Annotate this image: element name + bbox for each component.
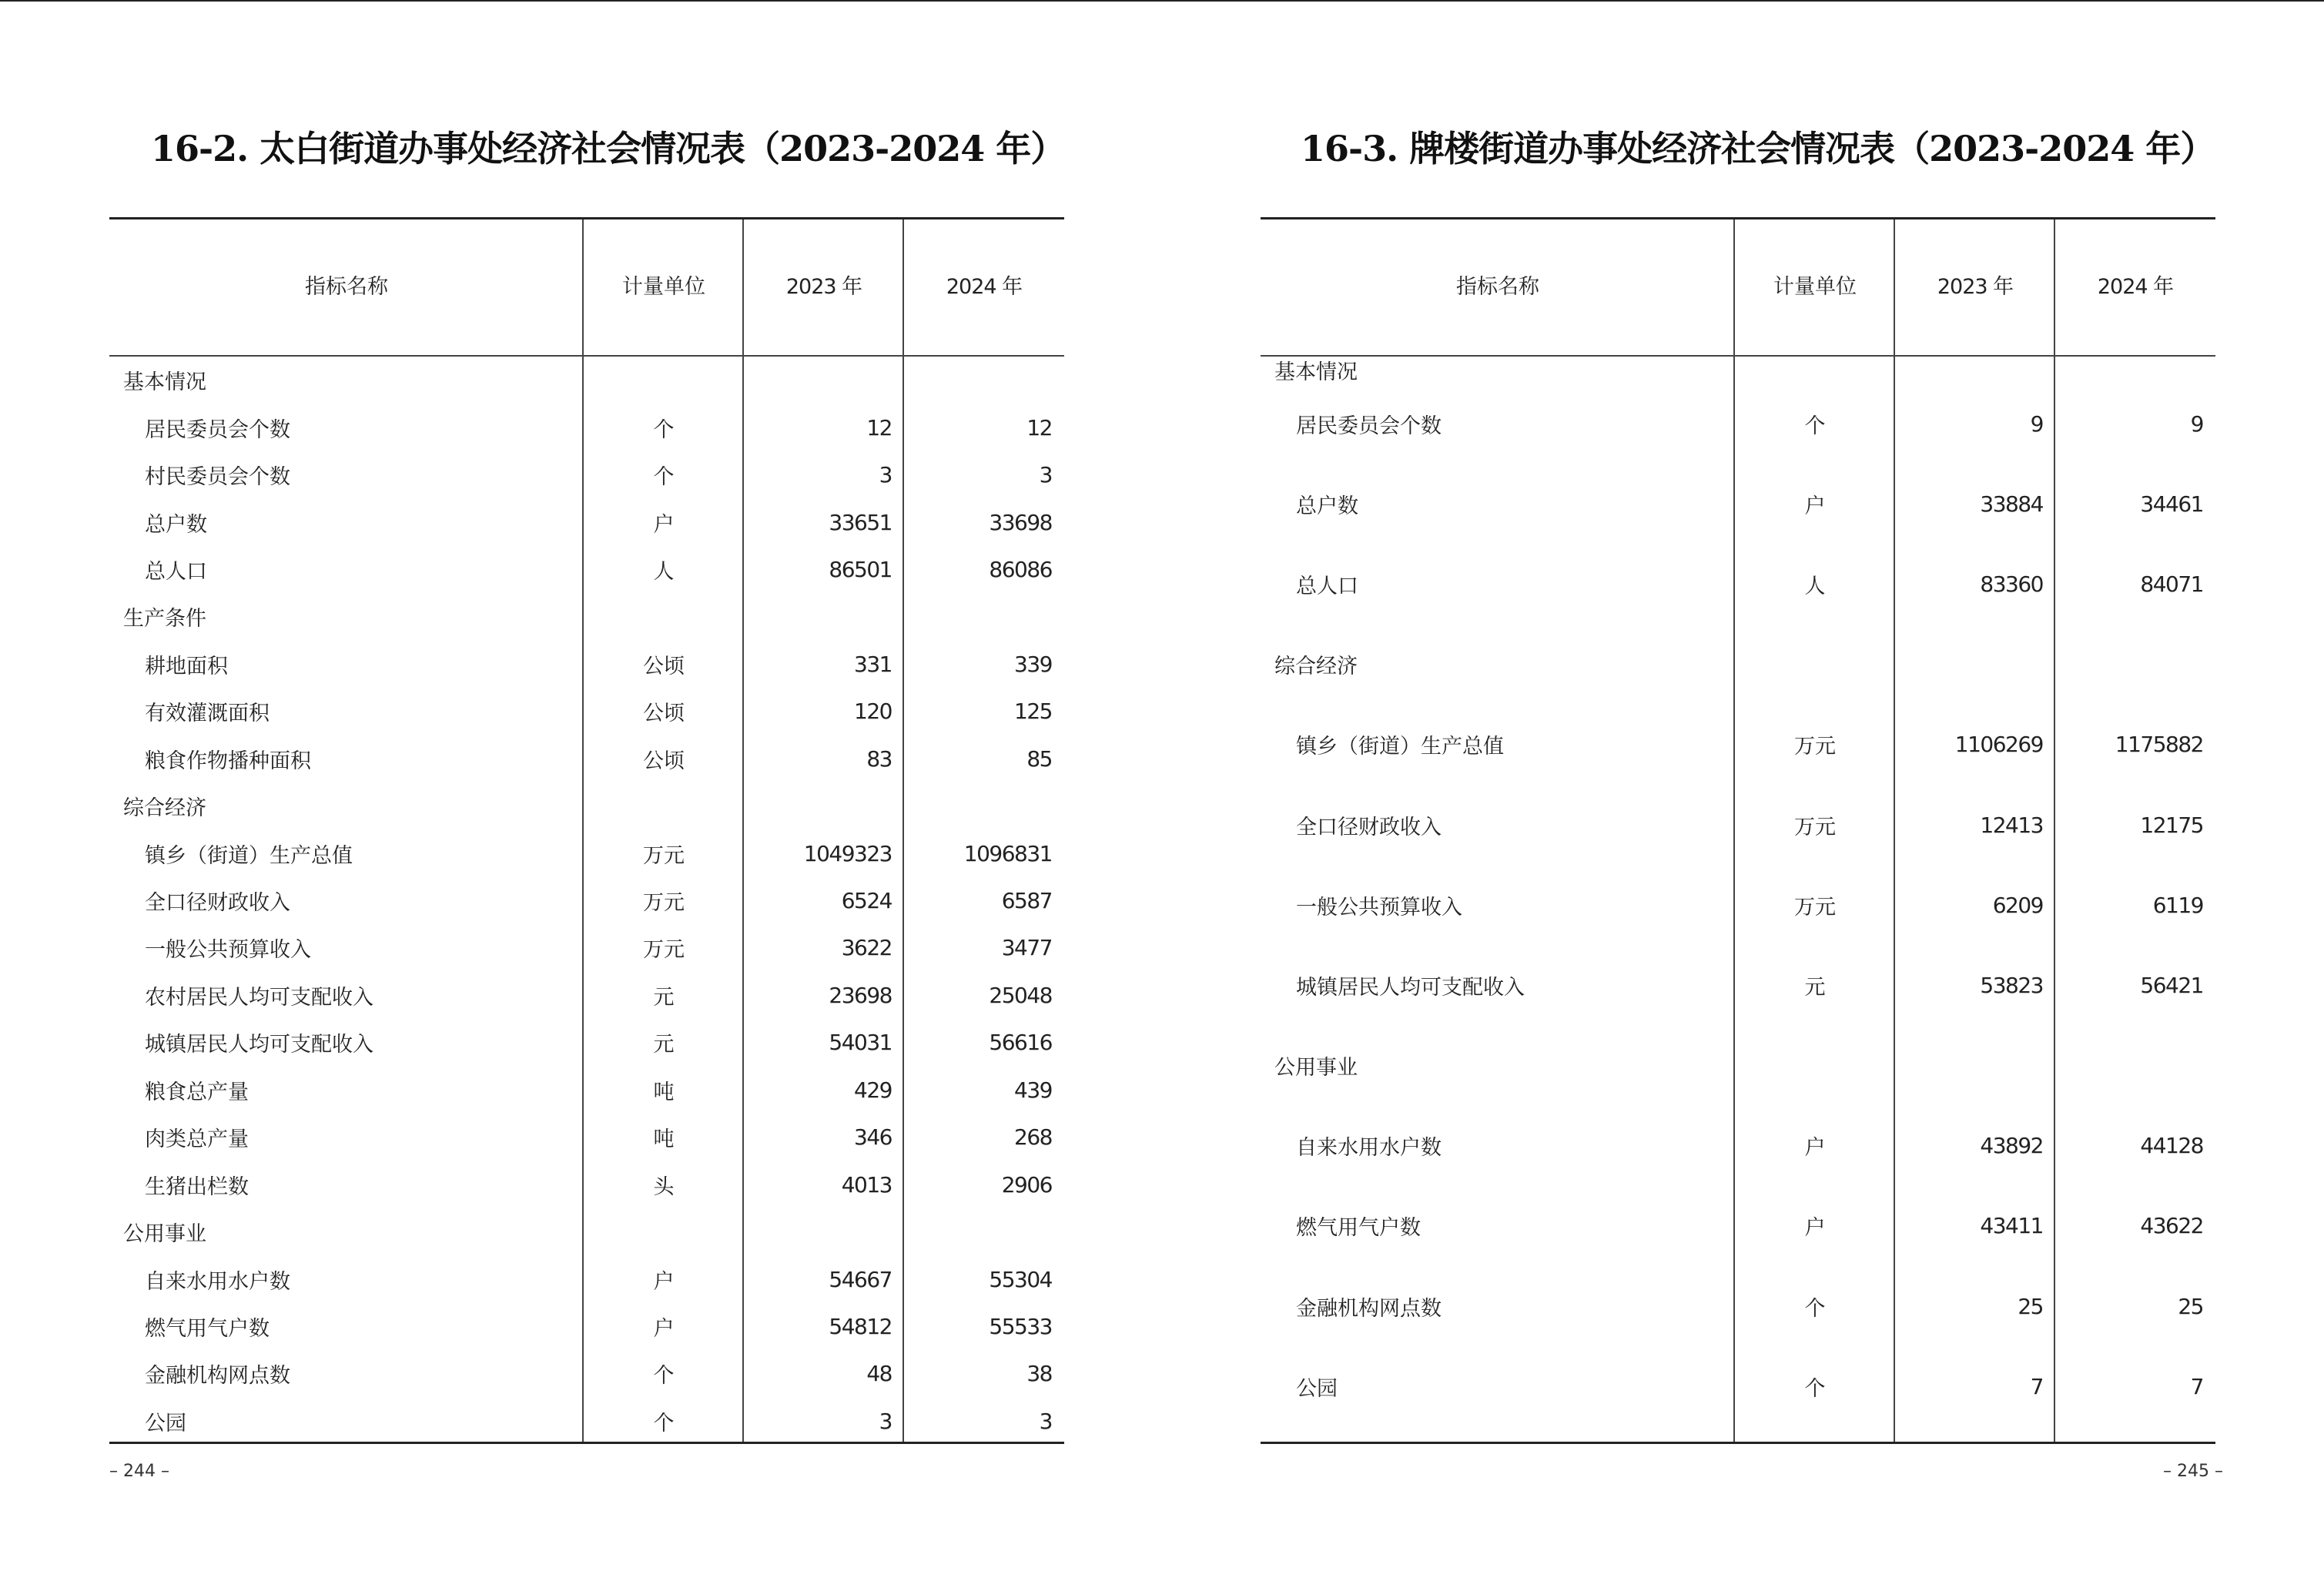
value-2024-cell bbox=[904, 357, 1064, 404]
value-2023-cell: 43892 bbox=[1980, 1133, 2043, 1159]
value-2023-cell: 1049323 bbox=[803, 840, 892, 866]
header-unit: 计量单位 bbox=[1773, 275, 1857, 299]
value-2024-cell bbox=[2055, 1026, 2215, 1106]
data-table bbox=[1261, 217, 2215, 1444]
table-row bbox=[109, 1350, 1064, 1397]
header-year-2023: 2023 年 bbox=[785, 275, 862, 299]
table-title: 16-2. 太白街道办事处经济社会情况表（2023-2024 年） bbox=[151, 128, 1066, 169]
value-2024-cell: 56421 bbox=[2140, 972, 2203, 998]
unit-cell bbox=[584, 782, 744, 829]
value-2023-cell: 12413 bbox=[1980, 812, 2043, 838]
section-header-row bbox=[109, 782, 1064, 829]
table-header bbox=[1261, 219, 2215, 357]
unit-cell: 万元 bbox=[643, 938, 685, 963]
unit-cell: 个 bbox=[1804, 1376, 1826, 1401]
unit-cell: 元 bbox=[653, 985, 675, 1010]
value-2023-cell: 33651 bbox=[829, 509, 892, 535]
value-2023-cell: 7 bbox=[2030, 1373, 2043, 1399]
table-row bbox=[1261, 785, 2215, 865]
value-2024-cell bbox=[904, 782, 1064, 829]
table-row bbox=[109, 972, 1064, 1019]
value-2023-cell: 6524 bbox=[841, 888, 892, 914]
indicator-name-cell: 生产条件 bbox=[123, 607, 206, 632]
value-2023-cell: 54667 bbox=[829, 1266, 892, 1292]
value-2023-cell: 3 bbox=[879, 462, 892, 488]
value-2023-cell: 83 bbox=[866, 745, 892, 772]
value-2023-cell: 54031 bbox=[829, 1030, 892, 1056]
unit-cell: 户 bbox=[653, 1316, 675, 1341]
unit-cell: 人 bbox=[653, 559, 675, 584]
value-2023-cell: 86501 bbox=[829, 556, 892, 582]
value-2024-cell: 84071 bbox=[2140, 571, 2203, 597]
table-row bbox=[109, 404, 1064, 451]
table-row bbox=[109, 829, 1064, 876]
value-2023-cell: 120 bbox=[854, 699, 892, 725]
table-row bbox=[109, 546, 1064, 593]
indicator-name-cell: 公园 bbox=[145, 1411, 186, 1436]
value-2023-cell: 12 bbox=[866, 414, 892, 441]
indicator-name-cell: 生猪出栏数 bbox=[145, 1174, 249, 1199]
value-2024-cell: 1096831 bbox=[963, 840, 1052, 866]
indicator-name-cell: 总户数 bbox=[145, 512, 207, 537]
value-2023-cell: 331 bbox=[854, 651, 892, 677]
value-2024-cell: 43622 bbox=[2140, 1213, 2203, 1239]
table-row bbox=[109, 735, 1064, 782]
indicator-name-cell: 粮食作物播种面积 bbox=[145, 749, 311, 773]
value-2023-cell bbox=[744, 782, 904, 829]
indicator-name-cell: 耕地面积 bbox=[145, 654, 228, 678]
value-2023-cell: 23698 bbox=[829, 982, 892, 1008]
header-year-2024: 2024 年 bbox=[2097, 275, 2174, 299]
value-2024-cell: 9 bbox=[2190, 410, 2203, 437]
indicator-name-cell: 一般公共预算收入 bbox=[145, 938, 311, 963]
value-2024-cell: 12175 bbox=[2140, 812, 2203, 838]
data-table bbox=[109, 217, 1064, 1444]
indicator-name-cell: 总户数 bbox=[1296, 494, 1358, 518]
unit-cell: 吨 bbox=[653, 1080, 675, 1104]
value-2023-cell: 83360 bbox=[1980, 571, 2043, 597]
value-2024-cell: 44128 bbox=[2140, 1133, 2203, 1159]
indicator-name-cell: 村民委员会个数 bbox=[145, 465, 290, 490]
table-row bbox=[109, 451, 1064, 498]
table-row bbox=[1261, 1266, 2215, 1346]
value-2024-cell bbox=[2055, 625, 2215, 705]
indicator-name-cell: 农村居民人均可支配收入 bbox=[145, 985, 373, 1010]
table-row bbox=[109, 688, 1064, 735]
unit-cell: 户 bbox=[653, 1269, 675, 1294]
indicator-name-cell: 一般公共预算收入 bbox=[1296, 895, 1462, 920]
unit-cell: 个 bbox=[653, 417, 675, 442]
header-unit: 计量单位 bbox=[622, 275, 705, 299]
section-header-row bbox=[109, 357, 1064, 404]
indicator-name-cell: 城镇居民人均可支配收入 bbox=[145, 1033, 373, 1057]
unit-cell bbox=[1735, 625, 1895, 705]
unit-cell: 户 bbox=[1804, 1216, 1826, 1241]
value-2024-cell: 3477 bbox=[1001, 935, 1052, 961]
indicator-name-cell: 镇乡（街道）生产总值 bbox=[1296, 735, 1504, 759]
unit-cell bbox=[584, 1208, 744, 1255]
value-2023-cell: 3 bbox=[879, 1408, 892, 1434]
value-2023-cell: 3622 bbox=[841, 935, 892, 961]
indicator-name-cell: 金融机构网点数 bbox=[1296, 1296, 1442, 1321]
table-body bbox=[109, 357, 1064, 1442]
indicator-name-cell: 金融机构网点数 bbox=[145, 1364, 290, 1389]
value-2023-cell: 48 bbox=[866, 1361, 892, 1387]
unit-cell: 万元 bbox=[643, 843, 685, 868]
table-row bbox=[109, 877, 1064, 924]
unit-cell bbox=[584, 357, 744, 404]
value-2024-cell: 56616 bbox=[989, 1030, 1052, 1056]
table-row bbox=[1261, 1186, 2215, 1266]
unit-cell bbox=[1735, 1026, 1895, 1106]
unit-cell bbox=[584, 593, 744, 640]
unit-cell: 公顷 bbox=[643, 702, 685, 726]
unit-cell: 万元 bbox=[1794, 735, 1836, 759]
unit-cell: 户 bbox=[1804, 1136, 1826, 1161]
value-2024-cell: 55533 bbox=[989, 1313, 1052, 1339]
right-page bbox=[1162, 0, 2324, 1588]
indicator-name-cell: 基本情况 bbox=[1274, 360, 1358, 384]
value-2023-cell: 54812 bbox=[829, 1313, 892, 1339]
value-2024-cell: 25048 bbox=[989, 982, 1052, 1008]
value-2024-cell: 7 bbox=[2190, 1373, 2203, 1399]
indicator-name-cell: 公用事业 bbox=[1274, 1056, 1358, 1080]
indicator-name-cell: 肉类总产量 bbox=[145, 1127, 249, 1152]
table-row bbox=[1261, 945, 2215, 1025]
value-2023-cell: 1106269 bbox=[1954, 732, 2043, 758]
indicator-name-cell: 有效灌溉面积 bbox=[145, 702, 270, 726]
value-2024-cell: 3 bbox=[1039, 462, 1052, 488]
value-2024-cell bbox=[904, 593, 1064, 640]
value-2023-cell: 346 bbox=[854, 1124, 892, 1151]
value-2024-cell: 339 bbox=[1014, 651, 1052, 677]
unit-cell: 个 bbox=[1804, 1296, 1826, 1321]
value-2024-cell: 12 bbox=[1026, 414, 1052, 441]
value-2024-cell: 6587 bbox=[1001, 888, 1052, 914]
value-2023-cell bbox=[744, 357, 904, 404]
table-row bbox=[1261, 464, 2215, 544]
indicator-name-cell: 基本情况 bbox=[123, 370, 206, 395]
indicator-name-cell: 总人口 bbox=[145, 559, 207, 584]
value-2024-cell: 1175882 bbox=[2115, 732, 2203, 758]
table-header bbox=[109, 219, 1064, 357]
page-number: – 245 – bbox=[2163, 1462, 2223, 1481]
section-header-row bbox=[109, 1208, 1064, 1255]
value-2024-cell: 125 bbox=[1014, 699, 1052, 725]
unit-cell: 个 bbox=[1804, 414, 1826, 438]
indicator-name-cell: 居民委员会个数 bbox=[1296, 414, 1442, 438]
value-2024-cell bbox=[2055, 357, 2215, 384]
value-2024-cell: 2906 bbox=[1001, 1171, 1052, 1198]
unit-cell: 元 bbox=[653, 1033, 675, 1057]
value-2024-cell: 38 bbox=[1026, 1361, 1052, 1387]
indicator-name-cell: 全口径财政收入 bbox=[1296, 815, 1442, 839]
unit-cell: 头 bbox=[653, 1174, 675, 1199]
page-number: – 244 – bbox=[109, 1462, 169, 1481]
value-2024-cell: 3 bbox=[1039, 1408, 1052, 1434]
unit-cell: 元 bbox=[1804, 975, 1826, 1000]
value-2023-cell: 33884 bbox=[1980, 491, 2043, 517]
indicator-name-cell: 综合经济 bbox=[123, 796, 206, 821]
unit-cell: 户 bbox=[1804, 494, 1826, 518]
table-row bbox=[1261, 705, 2215, 785]
table-row bbox=[109, 498, 1064, 545]
indicator-name-cell: 公园 bbox=[1296, 1376, 1338, 1401]
unit-cell: 万元 bbox=[643, 891, 685, 916]
table-row bbox=[1261, 865, 2215, 945]
value-2023-cell: 53823 bbox=[1980, 972, 2043, 998]
table-row bbox=[1261, 1346, 2215, 1426]
value-2024-cell: 268 bbox=[1014, 1124, 1052, 1151]
indicator-name-cell: 自来水用水户数 bbox=[145, 1269, 290, 1294]
table-row bbox=[109, 641, 1064, 688]
unit-cell bbox=[1735, 357, 1895, 384]
unit-cell: 户 bbox=[653, 512, 675, 537]
table-row bbox=[109, 1067, 1064, 1114]
unit-cell: 个 bbox=[653, 1364, 675, 1389]
value-2023-cell bbox=[1895, 1026, 2055, 1106]
value-2023-cell bbox=[744, 593, 904, 640]
unit-cell: 个 bbox=[653, 465, 675, 490]
value-2023-cell: 4013 bbox=[841, 1171, 892, 1198]
indicator-name-cell: 城镇居民人均可支配收入 bbox=[1296, 975, 1525, 1000]
unit-cell: 人 bbox=[1804, 574, 1826, 598]
table-body bbox=[1261, 357, 2215, 1442]
unit-cell: 万元 bbox=[1794, 815, 1836, 839]
value-2024-cell: 55304 bbox=[989, 1266, 1052, 1292]
value-2024-cell: 33698 bbox=[989, 509, 1052, 535]
indicator-name-cell: 居民委员会个数 bbox=[145, 417, 290, 442]
value-2023-cell: 9 bbox=[2030, 410, 2043, 437]
table-row bbox=[1261, 544, 2215, 624]
unit-cell: 万元 bbox=[1794, 895, 1836, 920]
table-row bbox=[109, 1303, 1064, 1350]
value-2023-cell: 6209 bbox=[1992, 892, 2043, 918]
section-header-row bbox=[1261, 625, 2215, 705]
indicator-name-cell: 总人口 bbox=[1296, 574, 1358, 598]
indicator-name-cell: 燃气用气户数 bbox=[1296, 1216, 1421, 1241]
value-2023-cell: 429 bbox=[854, 1077, 892, 1103]
indicator-name-cell: 粮食总产量 bbox=[145, 1080, 249, 1104]
unit-cell: 公顷 bbox=[643, 749, 685, 773]
value-2024-cell: 439 bbox=[1014, 1077, 1052, 1103]
value-2023-cell bbox=[1895, 625, 2055, 705]
table-row bbox=[109, 1398, 1064, 1445]
unit-cell: 吨 bbox=[653, 1127, 675, 1152]
header-indicator-name: 指标名称 bbox=[1456, 275, 1539, 299]
section-header-row bbox=[1261, 357, 2215, 384]
unit-cell: 个 bbox=[653, 1411, 675, 1436]
header-year-2024: 2024 年 bbox=[946, 275, 1023, 299]
table-row bbox=[109, 1114, 1064, 1161]
unit-cell: 公顷 bbox=[643, 654, 685, 678]
indicator-name-cell: 综合经济 bbox=[1274, 655, 1358, 679]
value-2024-cell: 6119 bbox=[2152, 892, 2203, 918]
indicator-name-cell: 公用事业 bbox=[123, 1222, 206, 1247]
value-2024-cell: 34461 bbox=[2140, 491, 2203, 517]
indicator-name-cell: 镇乡（街道）生产总值 bbox=[145, 843, 353, 868]
value-2024-cell: 25 bbox=[2178, 1293, 2203, 1319]
value-2024-cell bbox=[904, 1208, 1064, 1255]
table-row bbox=[109, 1019, 1064, 1066]
header-indicator-name: 指标名称 bbox=[305, 275, 388, 299]
table-title: 16-3. 牌楼街道办事处经济社会情况表（2023-2024 年） bbox=[1301, 128, 2215, 169]
indicator-name-cell: 自来水用水户数 bbox=[1296, 1136, 1442, 1161]
section-header-row bbox=[109, 593, 1064, 640]
table-row bbox=[109, 1161, 1064, 1208]
indicator-name-cell: 燃气用气户数 bbox=[145, 1316, 270, 1341]
table-row bbox=[1261, 1106, 2215, 1186]
table-row bbox=[1261, 384, 2215, 464]
value-2023-cell bbox=[744, 1208, 904, 1255]
section-header-row bbox=[1261, 1026, 2215, 1106]
value-2023-cell bbox=[1895, 357, 2055, 384]
indicator-name-cell: 全口径财政收入 bbox=[145, 891, 290, 916]
header-year-2023: 2023 年 bbox=[1937, 275, 2014, 299]
table-row bbox=[109, 1255, 1064, 1302]
value-2024-cell: 85 bbox=[1026, 745, 1052, 772]
table-row bbox=[109, 924, 1064, 971]
value-2023-cell: 25 bbox=[2018, 1293, 2043, 1319]
value-2024-cell: 86086 bbox=[989, 556, 1052, 582]
value-2023-cell: 43411 bbox=[1980, 1213, 2043, 1239]
